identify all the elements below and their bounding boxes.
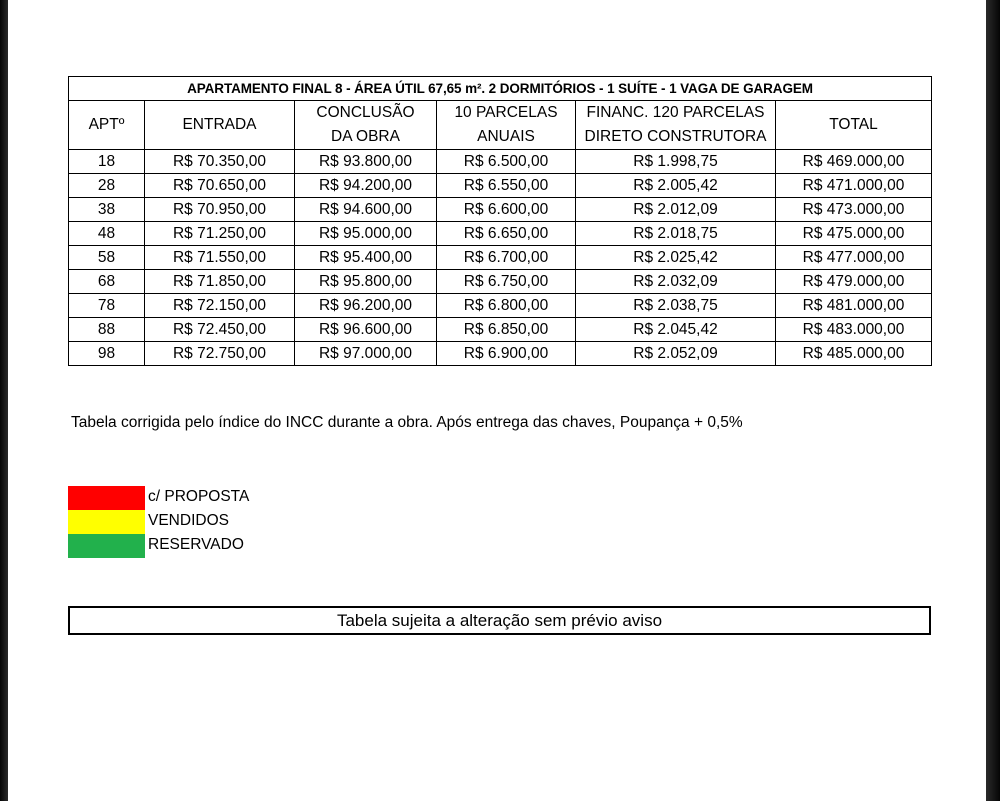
legend-item-proposta <box>68 486 368 510</box>
cell-financiamento: R$ 2.025,42 <box>576 246 776 270</box>
table-row <box>69 222 932 246</box>
table-row <box>69 270 932 294</box>
cell-conclusao: R$ 93.800,00 <box>295 150 437 174</box>
legend-swatch-red <box>68 486 145 510</box>
cell-parcelas-anuais: R$ 6.550,00 <box>437 174 576 198</box>
cell-entrada: R$ 70.950,00 <box>145 198 295 222</box>
cell-parcelas-anuais: R$ 6.700,00 <box>437 246 576 270</box>
cell-total: R$ 477.000,00 <box>776 246 932 270</box>
cell-entrada: R$ 70.650,00 <box>145 174 295 198</box>
cell-entrada: R$ 71.850,00 <box>145 270 295 294</box>
scan-edge-left <box>0 0 8 801</box>
cell-apto: 38 <box>69 198 145 222</box>
status-legend <box>68 486 368 558</box>
table-row <box>69 318 932 342</box>
correction-note: Tabela corrigida pelo índice do INCC durante a obra. Após entrega das chaves, Poupança + 0,5% <box>71 414 743 431</box>
cell-entrada: R$ 71.550,00 <box>145 246 295 270</box>
table-row <box>69 198 932 222</box>
cell-conclusao: R$ 95.400,00 <box>295 246 437 270</box>
cell-total: R$ 471.000,00 <box>776 174 932 198</box>
column-header-parcelas-anuais: 10 PARCELAS ANUAIS <box>437 101 576 150</box>
cell-entrada: R$ 70.350,00 <box>145 150 295 174</box>
cell-financiamento: R$ 2.012,09 <box>576 198 776 222</box>
price-table <box>68 76 932 366</box>
cell-parcelas-anuais: R$ 6.650,00 <box>437 222 576 246</box>
legend-item-vendidos <box>68 510 368 534</box>
cell-apto: 18 <box>69 150 145 174</box>
column-header-apto: APTº <box>69 101 145 150</box>
cell-financiamento: R$ 1.998,75 <box>576 150 776 174</box>
table-row <box>69 150 932 174</box>
table-header-row <box>69 101 932 150</box>
cell-parcelas-anuais: R$ 6.600,00 <box>437 198 576 222</box>
cell-total: R$ 475.000,00 <box>776 222 932 246</box>
legend-swatch-green <box>68 534 145 558</box>
cell-financiamento: R$ 2.045,42 <box>576 318 776 342</box>
cell-parcelas-anuais: R$ 6.800,00 <box>437 294 576 318</box>
cell-parcelas-anuais: R$ 6.750,00 <box>437 270 576 294</box>
legend-label: RESERVADO <box>148 536 244 553</box>
cell-entrada: R$ 72.450,00 <box>145 318 295 342</box>
table-row <box>69 174 932 198</box>
cell-financiamento: R$ 2.005,42 <box>576 174 776 198</box>
cell-apto: 68 <box>69 270 145 294</box>
cell-financiamento: R$ 2.052,09 <box>576 342 776 366</box>
column-header-conclusao: CONCLUSÃO DA OBRA <box>295 101 437 150</box>
cell-entrada: R$ 72.150,00 <box>145 294 295 318</box>
cell-total: R$ 479.000,00 <box>776 270 932 294</box>
cell-total: R$ 485.000,00 <box>776 342 932 366</box>
disclaimer-box: Tabela sujeita a alteração sem prévio aviso <box>68 606 931 635</box>
cell-total: R$ 483.000,00 <box>776 318 932 342</box>
cell-conclusao: R$ 95.000,00 <box>295 222 437 246</box>
cell-apto: 28 <box>69 174 145 198</box>
table-row <box>69 294 932 318</box>
cell-financiamento: R$ 2.032,09 <box>576 270 776 294</box>
cell-conclusao: R$ 95.800,00 <box>295 270 437 294</box>
cell-conclusao: R$ 96.600,00 <box>295 318 437 342</box>
table-title: APARTAMENTO FINAL 8 - ÁREA ÚTIL 67,65 m². 2 DORMITÓRIOS - 1 SUÍTE - 1 VAGA DE GARAGEM <box>69 77 932 101</box>
cell-financiamento: R$ 2.038,75 <box>576 294 776 318</box>
cell-parcelas-anuais: R$ 6.500,00 <box>437 150 576 174</box>
cell-apto: 48 <box>69 222 145 246</box>
cell-conclusao: R$ 96.200,00 <box>295 294 437 318</box>
cell-entrada: R$ 72.750,00 <box>145 342 295 366</box>
column-header-entrada: ENTRADA <box>145 101 295 150</box>
cell-financiamento: R$ 2.018,75 <box>576 222 776 246</box>
table-row <box>69 246 932 270</box>
cell-conclusao: R$ 94.600,00 <box>295 198 437 222</box>
cell-apto: 88 <box>69 318 145 342</box>
table-row <box>69 342 932 366</box>
scan-edge-right <box>986 0 1000 801</box>
legend-swatch-yellow <box>68 510 145 534</box>
cell-apto: 98 <box>69 342 145 366</box>
cell-conclusao: R$ 97.000,00 <box>295 342 437 366</box>
cell-parcelas-anuais: R$ 6.850,00 <box>437 318 576 342</box>
legend-item-reservado <box>68 534 368 558</box>
cell-apto: 78 <box>69 294 145 318</box>
cell-parcelas-anuais: R$ 6.900,00 <box>437 342 576 366</box>
cell-apto: 58 <box>69 246 145 270</box>
column-header-total: TOTAL <box>776 101 932 150</box>
cell-total: R$ 473.000,00 <box>776 198 932 222</box>
legend-label: c/ PROPOSTA <box>148 488 250 505</box>
legend-label: VENDIDOS <box>148 512 229 529</box>
cell-total: R$ 469.000,00 <box>776 150 932 174</box>
column-header-financiamento: FINANC. 120 PARCELAS DIRETO CONSTRUTORA <box>576 101 776 150</box>
cell-entrada: R$ 71.250,00 <box>145 222 295 246</box>
cell-conclusao: R$ 94.200,00 <box>295 174 437 198</box>
cell-total: R$ 481.000,00 <box>776 294 932 318</box>
